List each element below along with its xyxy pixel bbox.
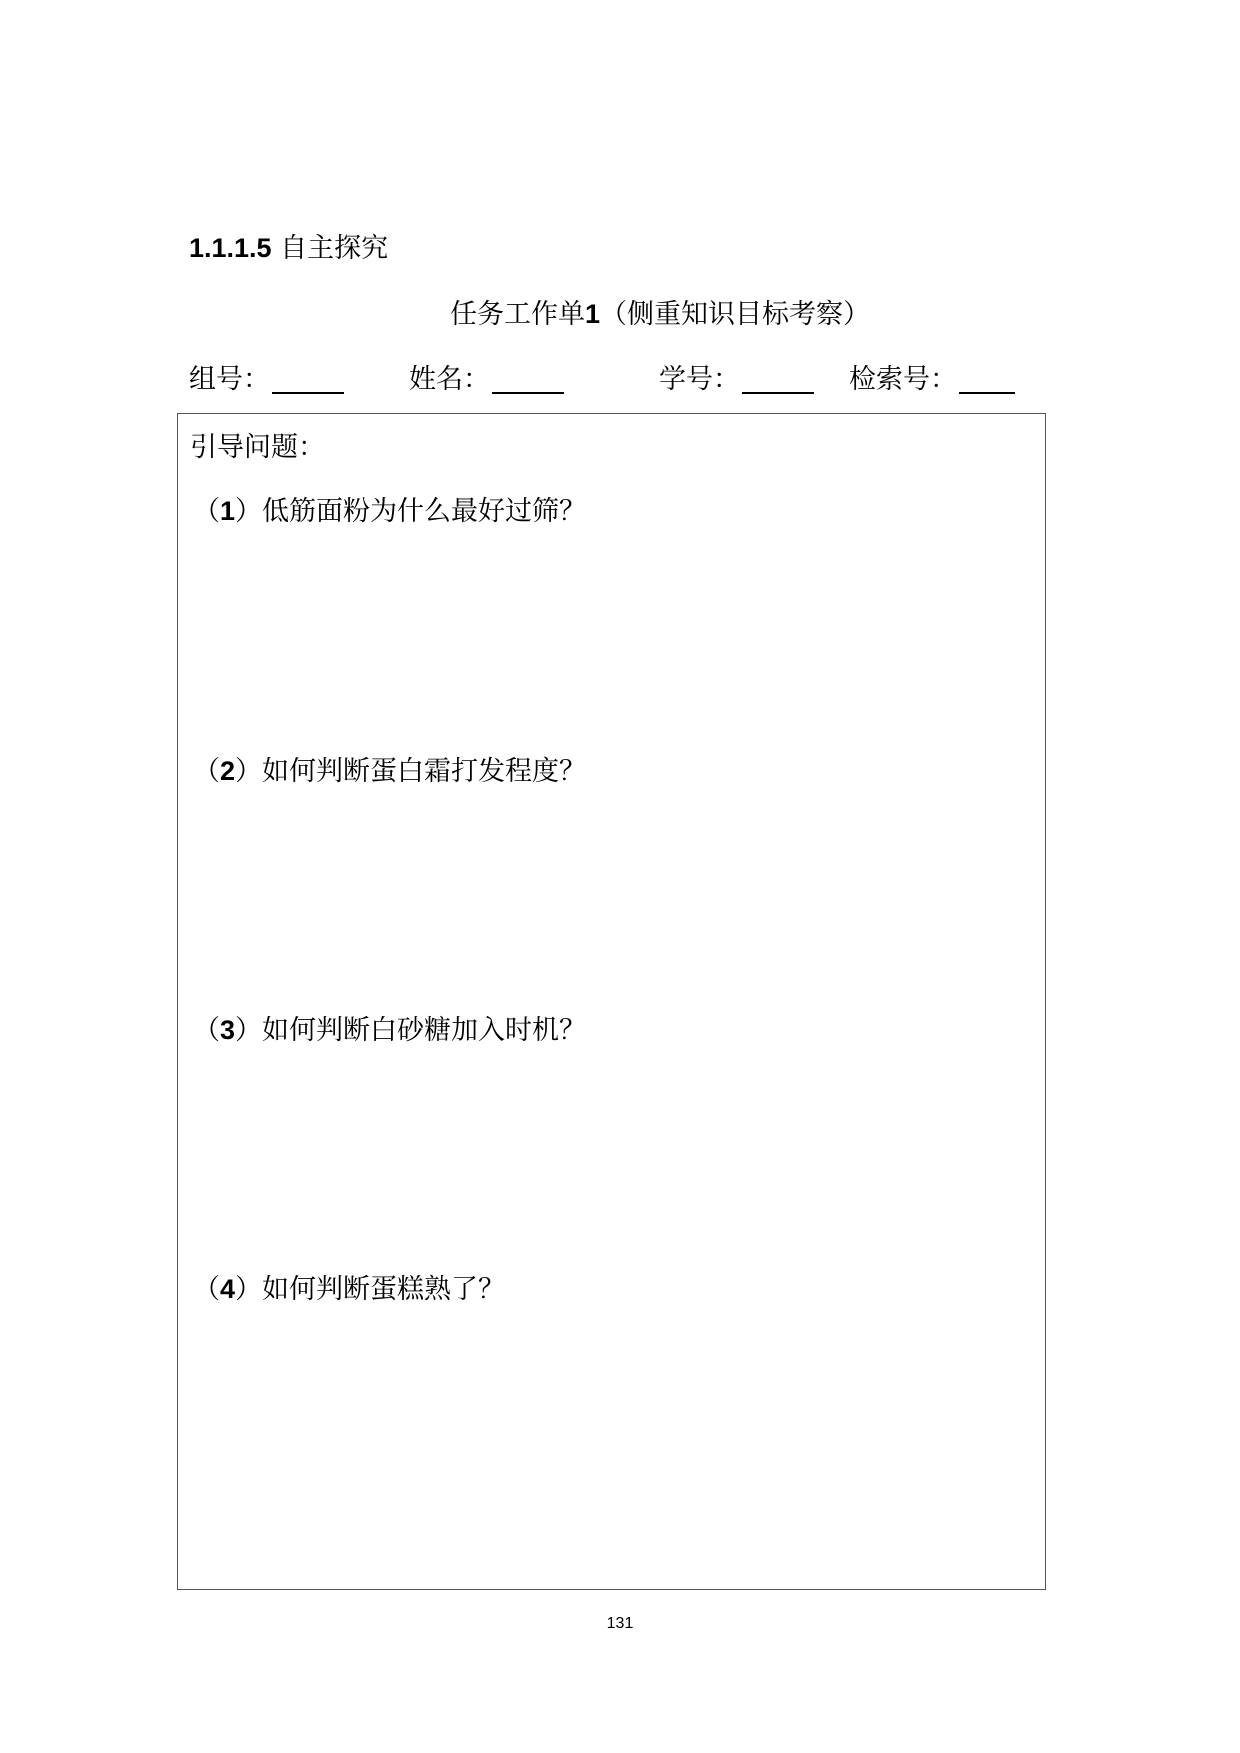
worksheet-title-prefix: 任务工作单 <box>450 299 585 330</box>
question-number: 3 <box>220 1015 236 1045</box>
question-text: 如何判断蛋白霜打发程度？ <box>262 756 587 787</box>
question-close-paren: ） <box>235 1015 263 1046</box>
student-id-blank[interactable] <box>742 362 814 394</box>
student-info-row <box>0 358 1240 402</box>
page-number: 131 <box>606 1615 634 1632</box>
name-field <box>409 358 564 402</box>
student-id-label: 学号： <box>659 364 740 395</box>
question-open-paren: （ <box>193 1015 220 1046</box>
question-close-paren: ） <box>235 496 263 527</box>
question-open-paren: （ <box>193 496 220 527</box>
question-close-paren: ） <box>235 1274 263 1305</box>
section-heading <box>189 226 388 271</box>
question-number: 1 <box>220 496 236 526</box>
index-number-label: 检索号： <box>849 364 957 395</box>
question-close-paren: ） <box>235 756 263 787</box>
section-number: 1.1.1.5 <box>189 233 272 263</box>
question-text: 如何判断白砂糖加入时机？ <box>262 1015 587 1046</box>
question-3 <box>193 1008 586 1053</box>
question-1 <box>193 489 586 534</box>
question-text: 低筋面粉为什么最好过筛？ <box>262 496 587 527</box>
question-open-paren: （ <box>193 756 220 787</box>
worksheet-title-suffix: （侧重知识目标考察） <box>600 299 871 330</box>
student-id-field <box>659 358 814 402</box>
guide-questions-title: 引导问题： <box>190 432 325 463</box>
question-open-paren: （ <box>193 1274 220 1305</box>
question-2 <box>193 749 586 794</box>
name-blank[interactable] <box>492 362 564 394</box>
group-number-label: 组号： <box>189 364 270 395</box>
question-number: 4 <box>220 1274 236 1304</box>
question-text: 如何判断蛋糕熟了？ <box>262 1274 506 1305</box>
question-4 <box>193 1267 505 1312</box>
worksheet-number: 1 <box>585 299 601 329</box>
worksheet-title <box>450 292 870 337</box>
section-title: 自主探究 <box>280 233 389 264</box>
index-number-blank[interactable] <box>959 362 1015 394</box>
guide-questions-box <box>177 413 1046 1590</box>
name-label: 姓名： <box>409 364 490 395</box>
group-number-blank[interactable] <box>272 362 344 394</box>
group-number-field <box>189 358 344 402</box>
index-number-field <box>849 358 1015 402</box>
question-number: 2 <box>220 756 236 786</box>
